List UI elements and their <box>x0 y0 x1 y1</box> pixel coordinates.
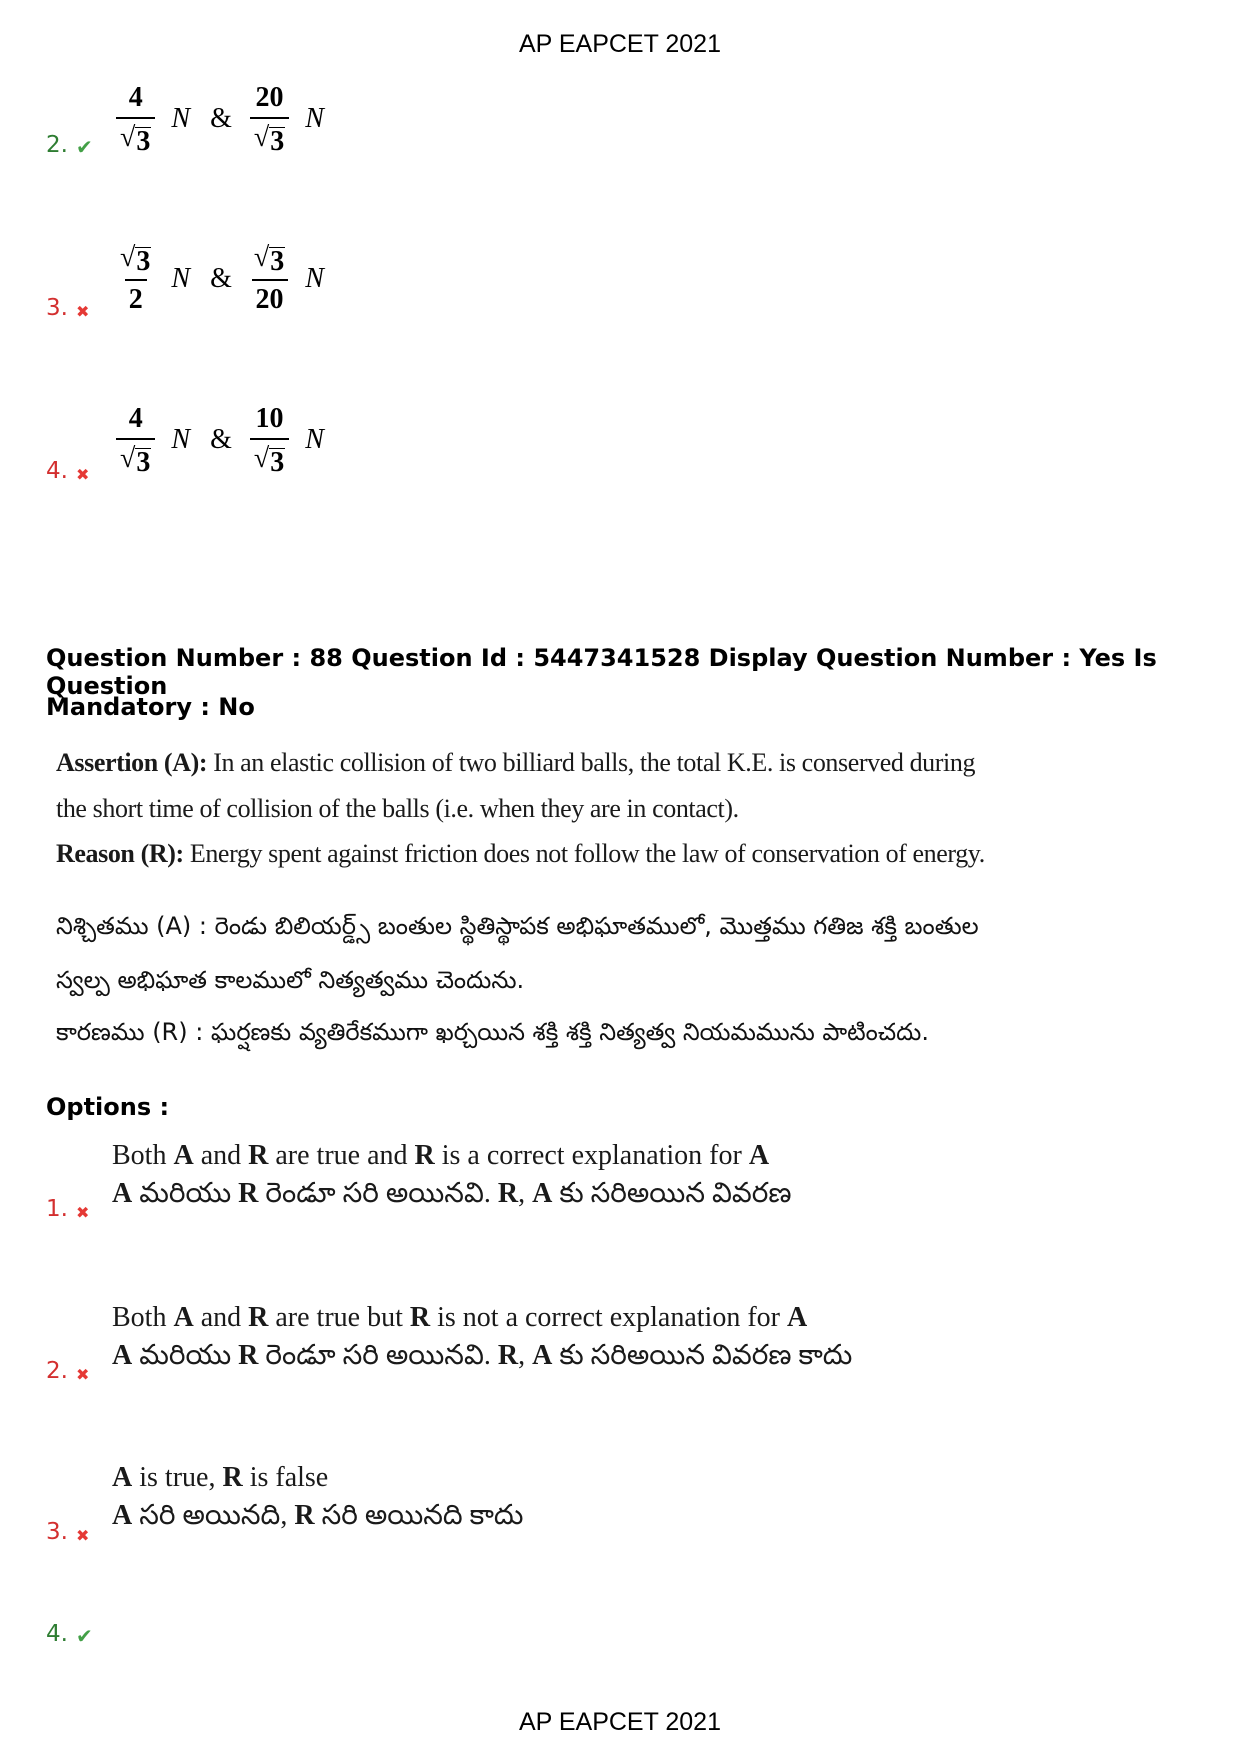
option-2-text <box>112 1302 852 1378</box>
telugu-assertion-line1: నిశ్చితము (A) : రెండు బిలియర్డ్స్ బంతుల స్థితిస్థాపక అభిఘాతములో, మొత్తము గతిజ శక్తి బంతుల <box>56 912 979 940</box>
page-header: AP EAPCET 2021 <box>519 30 721 58</box>
prev-option-3 <box>46 297 100 320</box>
option-3-text <box>112 1462 523 1538</box>
page-footer: AP EAPCET 2021 <box>519 1708 721 1736</box>
option-2[interactable] <box>46 1360 100 1383</box>
option-telugu: A మరియు R రెండూ సరి అయినవి. R, A కు సరిఅయిన వివరణ <box>112 1178 792 1209</box>
option-telugu: A మరియు R రెండూ సరి అయినవి. R, A కు సరిఅయిన వివరణ కాదు <box>112 1340 853 1371</box>
prev-option-4 <box>46 460 100 483</box>
check-icon: ✔ <box>75 1624 93 1648</box>
option-english: Both A and R are true and R is a correct explanation for A <box>112 1140 770 1171</box>
option-number: 3. <box>46 295 68 321</box>
option-number: 4. <box>46 458 68 484</box>
telugu-assertion-line2: స్వల్ప అభిఘాత కాలములో నిత్యత్వము చెందును. <box>56 966 525 994</box>
option-english: A is true, R is false <box>112 1462 329 1493</box>
assertion-label: Assertion (A): <box>56 748 208 777</box>
options-label: Options : <box>46 1093 170 1121</box>
option-english: Both A and R are true but R is not a correct explanation for A <box>112 1302 808 1333</box>
option-1[interactable] <box>46 1198 100 1221</box>
fraction: √ 3 20 <box>250 242 289 316</box>
prev-option-2-math: 4 √ 3 N & 20 √ 3 N <box>112 82 338 156</box>
fraction: √ 3 2 <box>120 242 151 315</box>
question-meta-line2: Mandatory : No <box>46 693 255 721</box>
cross-icon: ✖ <box>75 302 90 321</box>
assertion-line2: the short time of collision of the balls (i.e. when they are in contact). <box>56 794 739 823</box>
option-3[interactable] <box>46 1521 100 1544</box>
telugu-reason-line: కారణము (R) : ఘర్షణకు వ్యతిరేకముగా ఖర్చయిన శక్తి శక్తి నిత్యత్వ నియమమును పాటించదు. <box>56 1018 929 1046</box>
prev-option-2 <box>46 134 100 157</box>
assertion-line1 <box>56 748 975 778</box>
fraction: 10 √ 3 <box>250 403 289 477</box>
cross-icon: ✖ <box>75 1365 90 1384</box>
option-telugu: A సరి అయినది, R సరి అయినది కాదు <box>112 1500 524 1531</box>
prev-option-3-math: √ 3 2 N & √ 3 20 N <box>112 242 338 316</box>
option-number: 4. <box>46 1621 68 1647</box>
option-number: 3. <box>46 1519 68 1545</box>
fraction: 4 √ 3 <box>116 403 155 477</box>
question-meta-line1: Question Number : 88 Question Id : 5447341528 Display Question Number : Yes Is Question <box>46 644 1157 700</box>
reason-text: Energy spent against friction does not follow the law of conservation of energy. <box>183 839 985 868</box>
fraction: 4 √ 3 <box>116 82 155 156</box>
fraction: 20 √ 3 <box>250 82 289 156</box>
prev-option-4-math: 4 √ 3 N & 10 √ 3 N <box>112 403 338 477</box>
cross-icon: ✖ <box>75 1203 90 1222</box>
check-icon: ✔ <box>75 135 93 159</box>
option-1-text <box>112 1140 792 1216</box>
reason-line <box>56 839 985 869</box>
option-number: 2. <box>46 132 68 158</box>
option-4[interactable] <box>46 1623 100 1646</box>
option-number: 1. <box>46 1196 68 1222</box>
assertion-text: In an elastic collision of two billiard balls, the total K.E. is conserved during <box>207 748 976 777</box>
option-number: 2. <box>46 1358 68 1384</box>
cross-icon: ✖ <box>75 1526 90 1545</box>
cross-icon: ✖ <box>75 465 90 484</box>
reason-label: Reason (R): <box>56 839 184 868</box>
